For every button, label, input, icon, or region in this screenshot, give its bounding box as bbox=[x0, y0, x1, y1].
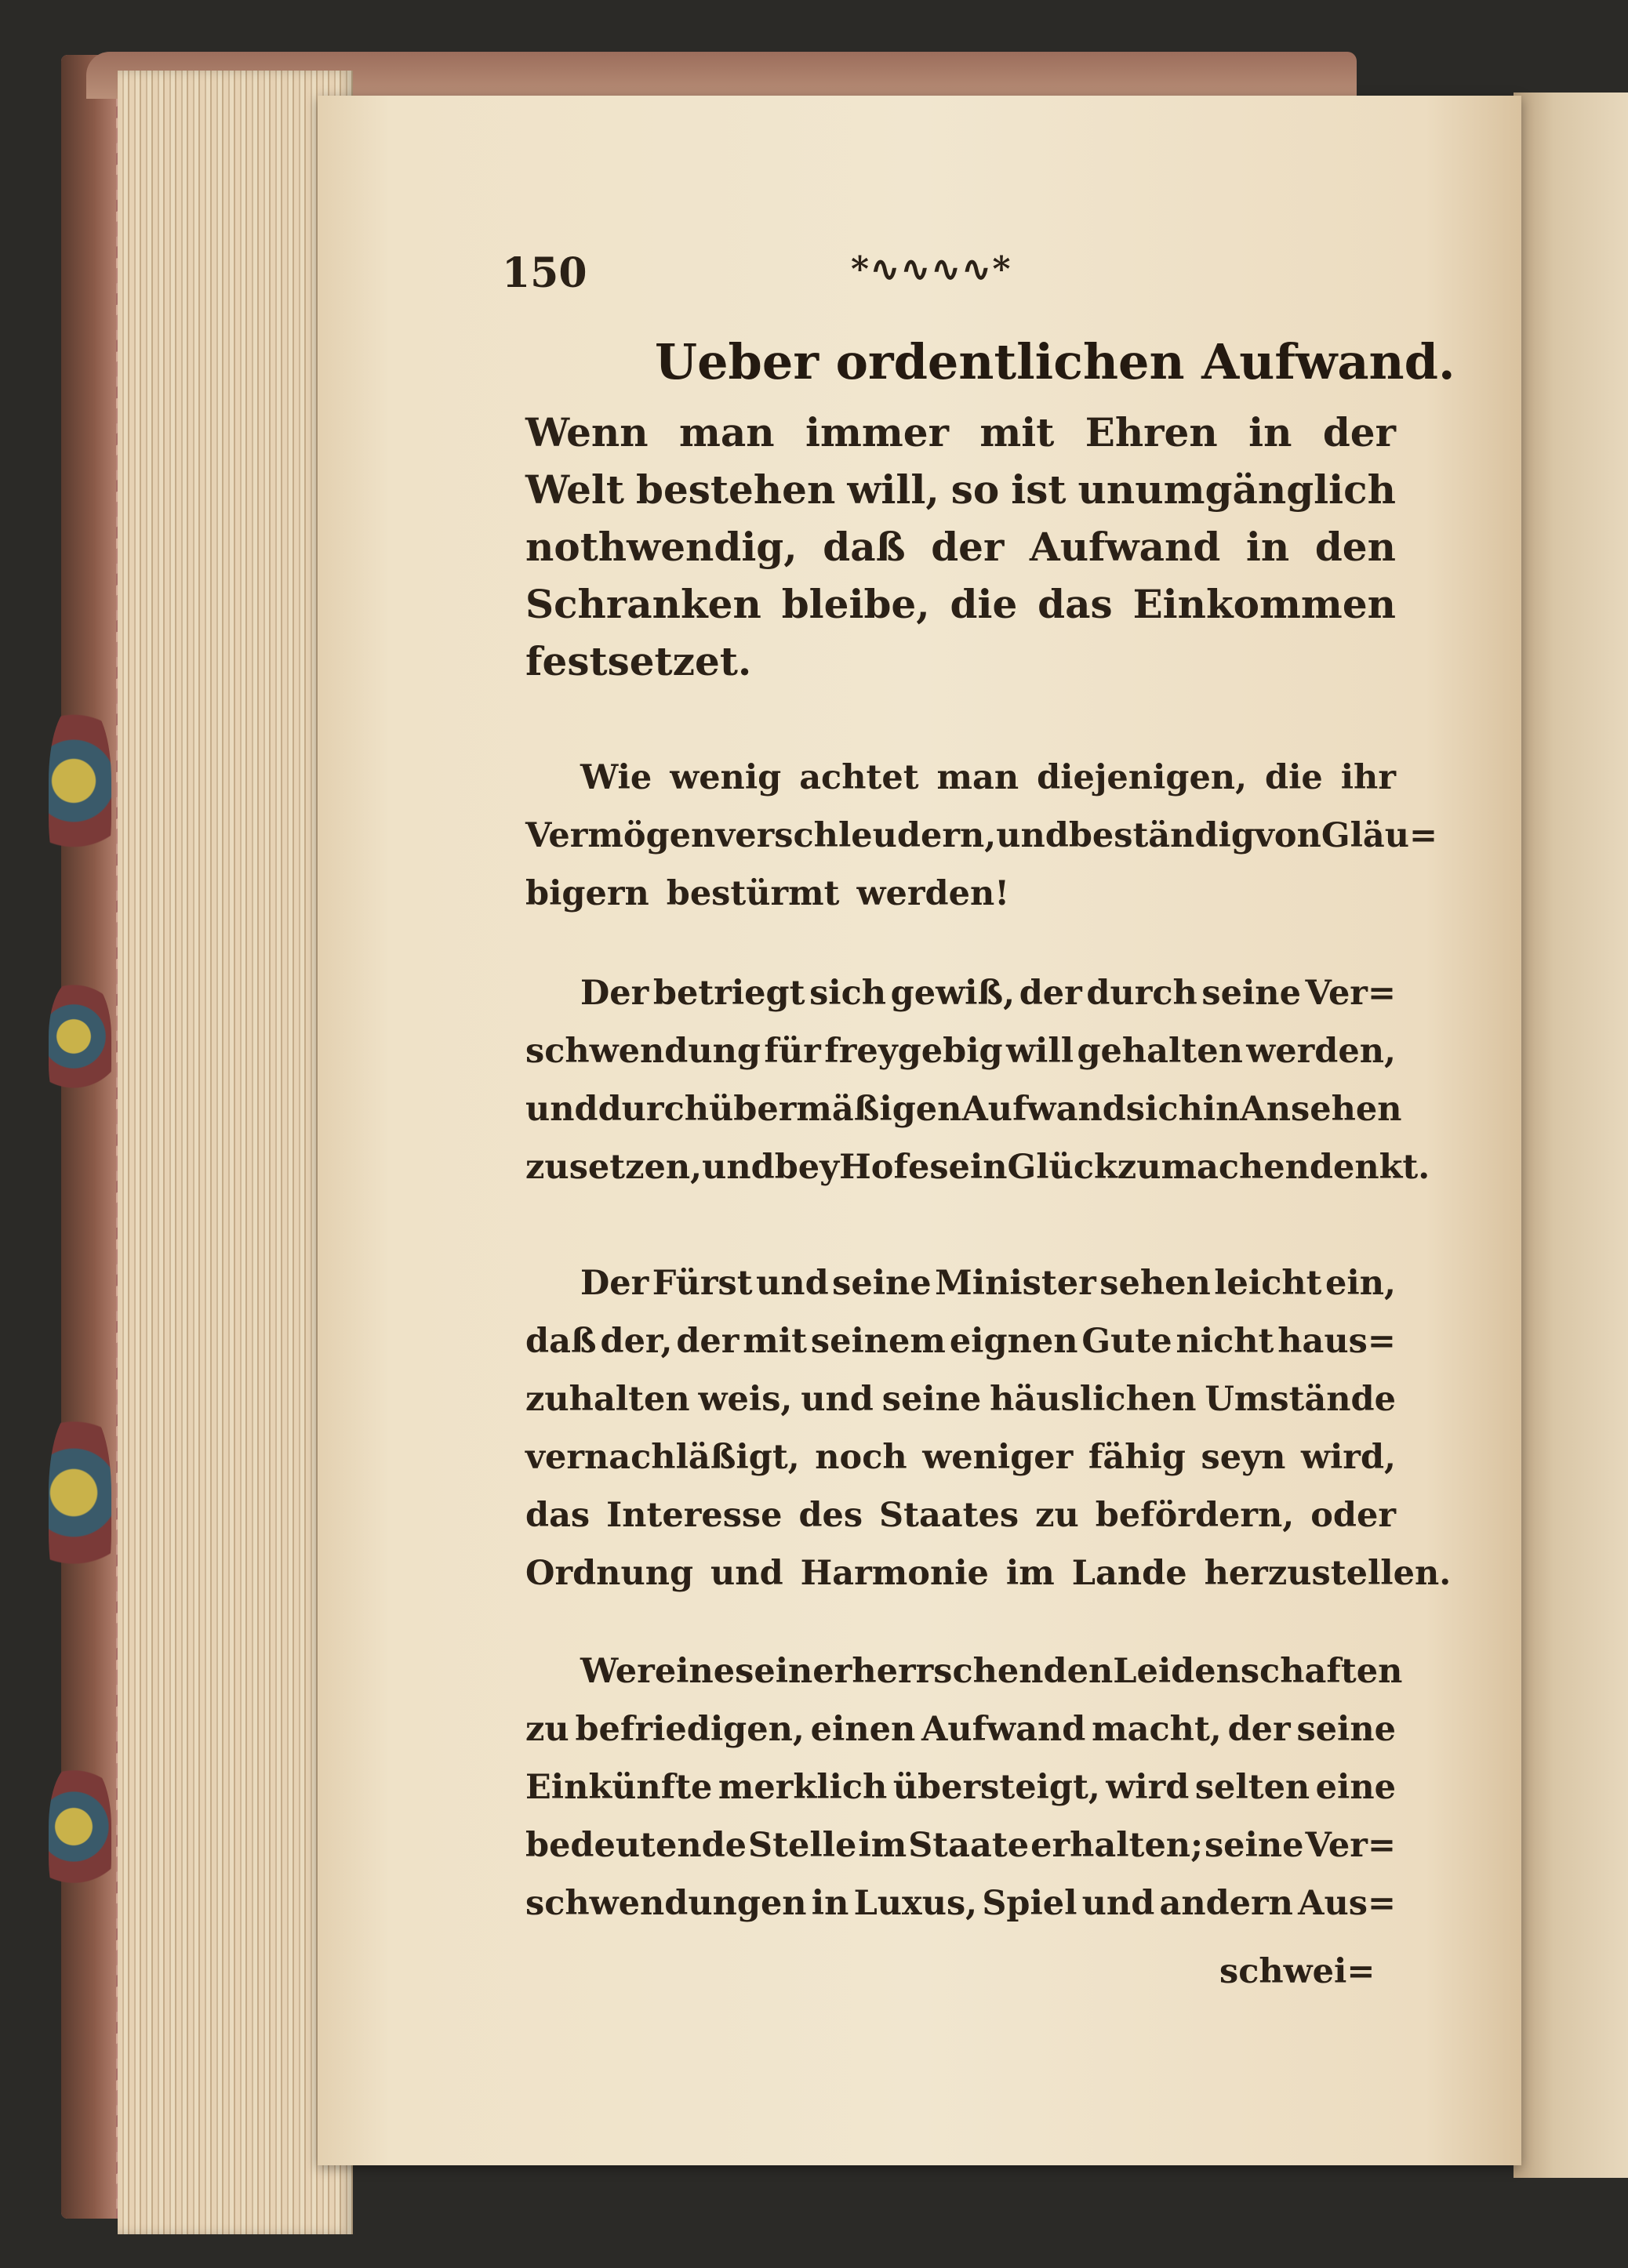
word: man bbox=[936, 758, 1019, 797]
word: macht, bbox=[1092, 1710, 1222, 1749]
word: denkt. bbox=[1309, 1148, 1430, 1187]
word: der bbox=[1019, 974, 1082, 1013]
word: nothwendig, bbox=[525, 524, 798, 570]
word: mit bbox=[979, 409, 1055, 455]
paragraph-2 bbox=[525, 749, 1438, 923]
marbled-pattern bbox=[49, 1411, 111, 1615]
word: von bbox=[1254, 816, 1321, 855]
word: das bbox=[525, 1496, 591, 1535]
word: Wer bbox=[580, 1652, 655, 1691]
word: Fürst bbox=[652, 1264, 753, 1303]
text-line bbox=[525, 1486, 1396, 1544]
word: merklich bbox=[718, 1768, 888, 1807]
word: mit bbox=[743, 1322, 807, 1361]
word: und bbox=[801, 1380, 874, 1419]
word: Glück bbox=[1007, 1148, 1117, 1187]
word: Staates bbox=[879, 1496, 1019, 1535]
word: zu bbox=[1117, 1148, 1161, 1187]
word: Umstände bbox=[1205, 1380, 1396, 1419]
word: unumgänglich bbox=[1077, 466, 1396, 513]
word: zu bbox=[525, 1710, 569, 1749]
word: wird, bbox=[1300, 1438, 1396, 1477]
word: seine bbox=[1296, 1710, 1396, 1749]
word: achtet bbox=[799, 758, 919, 797]
word: seine bbox=[1204, 1826, 1304, 1865]
word: und bbox=[1081, 1884, 1155, 1923]
word: will, bbox=[847, 466, 939, 513]
word: vernachläßigt, bbox=[525, 1438, 800, 1477]
word: daß bbox=[823, 524, 906, 570]
text-line bbox=[525, 518, 1396, 575]
word: Hofe bbox=[839, 1148, 930, 1187]
text-line bbox=[525, 1544, 1452, 1602]
word: haus= bbox=[1277, 1322, 1396, 1361]
word: Ehren bbox=[1085, 409, 1218, 455]
word: und bbox=[702, 1148, 775, 1187]
word: betriegt bbox=[652, 974, 805, 1013]
word: sein bbox=[929, 1148, 1008, 1187]
word: daß bbox=[525, 1322, 597, 1361]
word: Aus= bbox=[1298, 1884, 1396, 1923]
word: Gläu= bbox=[1321, 816, 1438, 855]
word: noch bbox=[815, 1438, 907, 1477]
word: nicht bbox=[1176, 1322, 1274, 1361]
text-line bbox=[525, 1254, 1396, 1312]
word: eignen bbox=[949, 1322, 1078, 1361]
word: der, bbox=[600, 1322, 673, 1361]
word: Ver= bbox=[1305, 974, 1396, 1013]
word: Stelle bbox=[748, 1826, 857, 1865]
word: setzen, bbox=[569, 1148, 703, 1187]
word: des bbox=[798, 1496, 863, 1535]
word: festsetzet. bbox=[525, 638, 752, 684]
word: und bbox=[996, 816, 1069, 855]
word: gewiß, bbox=[890, 974, 1016, 1013]
word: der bbox=[1227, 1710, 1291, 1749]
word: machen bbox=[1161, 1148, 1310, 1187]
word: Spiel bbox=[982, 1884, 1077, 1923]
text-line bbox=[525, 1642, 1403, 1700]
word: herzustellen. bbox=[1204, 1554, 1452, 1593]
word: will bbox=[1006, 1032, 1074, 1071]
word: bigern bbox=[525, 874, 649, 913]
word: das bbox=[1037, 581, 1113, 627]
word: bleibe, bbox=[781, 581, 930, 627]
word: übersteigt, bbox=[892, 1768, 1100, 1807]
word: der bbox=[931, 524, 1005, 570]
word: häuslichen bbox=[990, 1380, 1197, 1419]
word: einen bbox=[810, 1710, 916, 1749]
word: Ansehen bbox=[1240, 1090, 1402, 1129]
word: Welt bbox=[525, 466, 624, 513]
word: seine bbox=[832, 1264, 932, 1303]
catchword: schwei= bbox=[1219, 1952, 1375, 1991]
word: und bbox=[525, 1090, 598, 1129]
word: die bbox=[1265, 758, 1323, 797]
word: man bbox=[678, 409, 775, 455]
word: Leidenschaften bbox=[1113, 1652, 1403, 1691]
word: sich bbox=[1125, 1090, 1203, 1129]
word: Aufwand bbox=[1029, 524, 1221, 570]
paragraph-1 bbox=[525, 404, 1396, 690]
word: Wie bbox=[580, 758, 652, 797]
word: Einkommen bbox=[1132, 581, 1396, 627]
text-line bbox=[525, 404, 1396, 461]
word: übermäßigen bbox=[709, 1090, 962, 1129]
word: werden! bbox=[856, 874, 1010, 913]
word: weniger bbox=[922, 1438, 1074, 1477]
word: Der bbox=[580, 974, 649, 1013]
word: zuhalten bbox=[525, 1380, 690, 1419]
word: eine bbox=[1315, 1768, 1396, 1807]
word: ist bbox=[1011, 466, 1067, 513]
word: freygebig bbox=[824, 1032, 1003, 1071]
word: Wenn bbox=[525, 409, 649, 455]
word: und bbox=[756, 1264, 829, 1303]
page-number: 150 bbox=[502, 249, 587, 297]
word: Ver= bbox=[1305, 1826, 1396, 1865]
word: werden, bbox=[1246, 1032, 1396, 1071]
word: gehalten bbox=[1077, 1032, 1243, 1071]
word: bey bbox=[774, 1148, 840, 1187]
word: sich bbox=[809, 974, 887, 1013]
word: seyn bbox=[1201, 1438, 1286, 1477]
word: den bbox=[1314, 524, 1396, 570]
word: diejenigen, bbox=[1037, 758, 1248, 797]
text-line bbox=[525, 749, 1396, 807]
text-line bbox=[525, 1428, 1396, 1486]
word: Minister bbox=[935, 1264, 1096, 1303]
word: beständig bbox=[1068, 816, 1255, 855]
word: Luxus, bbox=[853, 1884, 978, 1923]
word: ihr bbox=[1340, 758, 1396, 797]
word: zu bbox=[1035, 1496, 1079, 1535]
word: in bbox=[811, 1884, 849, 1923]
word: selten bbox=[1194, 1768, 1310, 1807]
word: fähig bbox=[1088, 1438, 1186, 1477]
word: und bbox=[710, 1554, 783, 1593]
word: die bbox=[950, 581, 1018, 627]
text-line bbox=[525, 1874, 1396, 1932]
word: Schranken bbox=[525, 581, 761, 627]
word: im bbox=[1005, 1554, 1055, 1593]
word: befriedigen, bbox=[575, 1710, 805, 1749]
paragraph-4 bbox=[525, 1254, 1452, 1602]
marbled-pattern bbox=[49, 1764, 111, 1921]
text-line bbox=[525, 964, 1396, 1022]
text-line bbox=[525, 575, 1396, 633]
word: in bbox=[1248, 409, 1292, 455]
word: Aufwand bbox=[921, 1710, 1086, 1749]
word: wird bbox=[1106, 1768, 1190, 1807]
word: Einkünfte bbox=[525, 1768, 713, 1807]
word: wenig bbox=[670, 758, 782, 797]
header-ornament: *∿∿∿∿* bbox=[851, 249, 1012, 289]
word: befördern, bbox=[1095, 1496, 1295, 1535]
text-line bbox=[525, 1138, 1430, 1196]
word: bestehen bbox=[635, 466, 836, 513]
word: seine bbox=[1201, 974, 1301, 1013]
word: Der bbox=[580, 1264, 649, 1303]
word: seine bbox=[881, 1380, 982, 1419]
text-line bbox=[525, 1080, 1402, 1138]
word: im bbox=[858, 1826, 907, 1865]
word: Vermögen bbox=[525, 816, 716, 855]
text-line bbox=[525, 1312, 1396, 1370]
word: Aufwand bbox=[961, 1090, 1126, 1129]
word: schwendung bbox=[525, 1032, 761, 1071]
word: weis, bbox=[698, 1380, 793, 1419]
paragraph-5 bbox=[525, 1642, 1403, 1932]
word: andern bbox=[1159, 1884, 1293, 1923]
word: seinem bbox=[810, 1322, 946, 1361]
word: erhalten; bbox=[1030, 1826, 1203, 1865]
text-line bbox=[525, 461, 1396, 518]
word: sehen bbox=[1099, 1264, 1211, 1303]
word: schwendungen bbox=[525, 1884, 807, 1923]
word: in bbox=[1245, 524, 1290, 570]
facing-page-gutter bbox=[1514, 93, 1628, 2178]
word: Lande bbox=[1071, 1554, 1187, 1593]
word: seiner bbox=[735, 1652, 852, 1691]
word: Gute bbox=[1081, 1322, 1172, 1361]
text-line bbox=[525, 633, 1396, 690]
text-line bbox=[525, 1022, 1396, 1080]
paragraph-3 bbox=[525, 964, 1430, 1196]
word: der bbox=[1322, 409, 1396, 455]
word: in bbox=[1202, 1090, 1241, 1129]
word: ein, bbox=[1325, 1264, 1396, 1303]
word: oder bbox=[1310, 1496, 1396, 1535]
word: so bbox=[950, 466, 1000, 513]
word: verschleudern, bbox=[715, 816, 997, 855]
text-line bbox=[525, 1700, 1396, 1758]
word: für bbox=[764, 1032, 821, 1071]
word: eine bbox=[654, 1652, 736, 1691]
text-line bbox=[525, 807, 1438, 865]
text-line bbox=[525, 865, 1396, 923]
word: bedeutende bbox=[525, 1826, 747, 1865]
text-line bbox=[525, 1370, 1396, 1428]
word: leicht bbox=[1214, 1264, 1322, 1303]
word: Staate bbox=[908, 1826, 1030, 1865]
marbled-pattern bbox=[49, 706, 111, 894]
chapter-title: Ueber ordentlichen Aufwand. bbox=[655, 333, 1455, 390]
word: der bbox=[676, 1322, 740, 1361]
text-line bbox=[525, 1816, 1396, 1874]
word: zu bbox=[525, 1148, 569, 1187]
marbled-pattern bbox=[49, 980, 111, 1121]
word: durch bbox=[1086, 974, 1197, 1013]
word: herrschenden bbox=[852, 1652, 1114, 1691]
word: Harmonie bbox=[800, 1554, 989, 1593]
word: immer bbox=[805, 409, 949, 455]
text-line bbox=[525, 1758, 1396, 1816]
word: Ordnung bbox=[525, 1554, 694, 1593]
word: bestürmt bbox=[666, 874, 840, 913]
word: Interesse bbox=[606, 1496, 783, 1535]
word: durch bbox=[598, 1090, 710, 1129]
